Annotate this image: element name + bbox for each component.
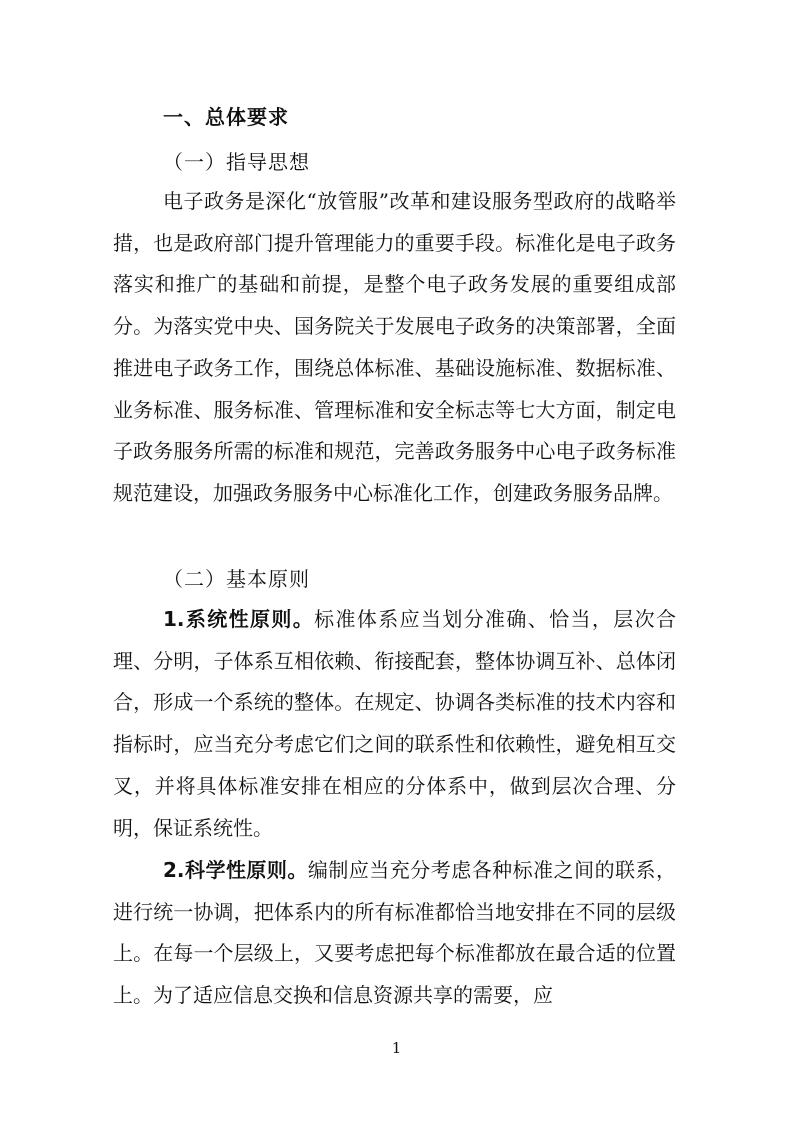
page-number: 1	[391, 1039, 402, 1057]
principle-systematic-lead: 1.系统性原则。	[163, 607, 315, 631]
section-title: 一、总体要求	[163, 105, 289, 129]
paragraph-guiding-ideology: 电子政务是深化“放管服”改革和建设服务型政府的战略举措，也是政府部门提升管理能力的重要手段。标准化是电子政务落实和推广的基础和前提，是整个电子政务发展的重要组成部分。为落实党中央、国务院关于发展电子政务的决策部署，全面推进电子政务工作，围绕总体标准、基础设施标准、数据标准、业务标准、服务标准、管理标准和安全标志等七大方面，制定电子政务服务所需的标准和规范，完善政务服务中心电子政务标准规范建设，加强政务服务中心标准化工作，创建政务服务品牌。	[113, 189, 676, 505]
subsection-title-guiding-ideology: （一）指导思想	[163, 150, 310, 174]
paragraph-principle-systematic	[113, 599, 676, 849]
paragraph-principle-scientific	[113, 850, 676, 1017]
subsection-title-basic-principles: （二）基本原则	[163, 567, 310, 591]
principle-scientific-body: 编制应当充分考虑各种标准之间的联系，进行统一协调，把体系内的所有标准都恰当地安排在不同的层级上。在每一个层级上，又要考虑把每个标准都放在最合适的位置上。为了适应信息交换和信息资源共享的需要，应	[113, 858, 677, 1008]
principle-systematic-body: 标准体系应当划分准确、恰当，层次合理、分明，子体系互相依赖、衔接配套，整体协调互补、总体闭合，形成一个系统的整体。在规定、协调各类标准的技术内容和指标时，应当充分考虑它们之间的联系性和依赖性，避免相互交叉，并将具体标准安排在相应的分体系中，做到层次合理、分明，保证系统性。	[113, 607, 677, 840]
principle-scientific-lead: 2.科学性原则。	[163, 858, 308, 882]
